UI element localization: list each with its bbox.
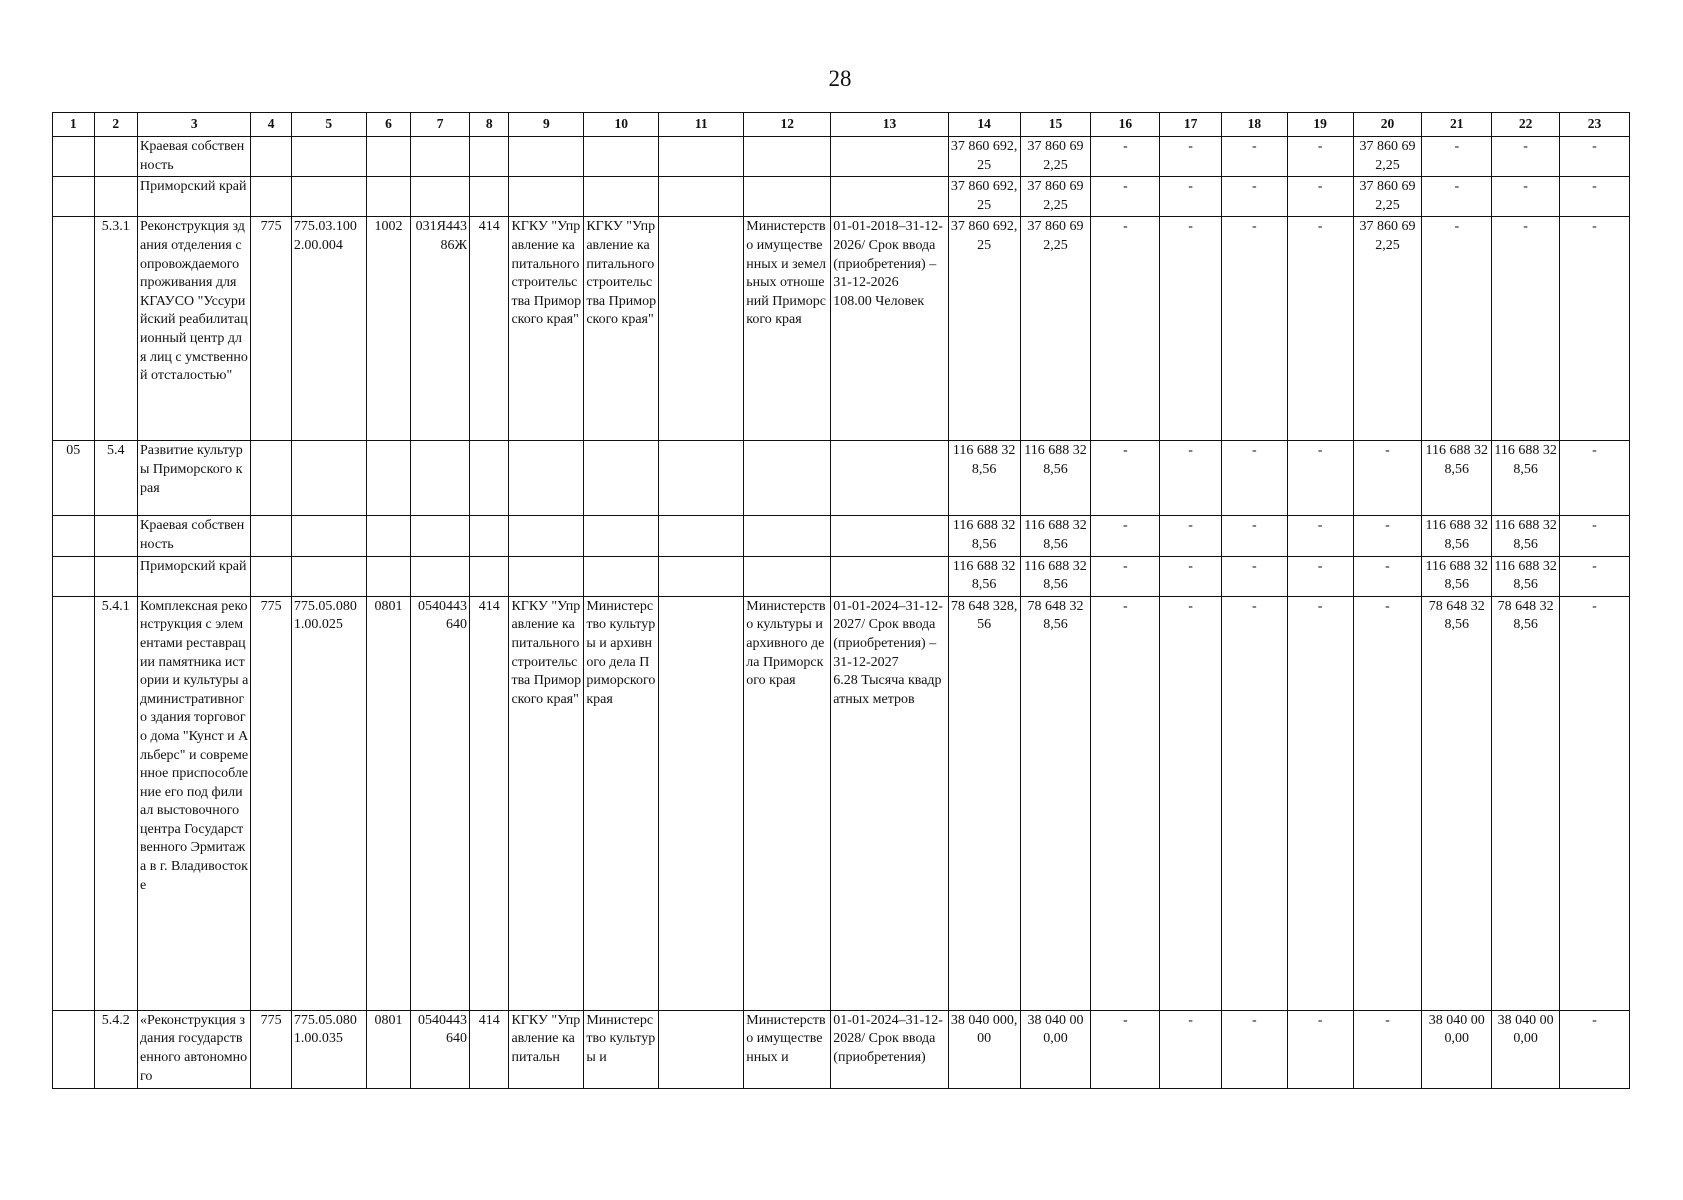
table-cell xyxy=(251,441,291,516)
col-header: 16 xyxy=(1091,113,1160,137)
table-cell xyxy=(509,177,584,217)
table-cell: КГКУ "Управление капитального строительства Приморского края" xyxy=(509,596,584,1010)
table-cell: 116 688 328,56 xyxy=(1492,441,1560,516)
table-cell: 78 648 328,56 xyxy=(1020,596,1091,1010)
table-cell: 116 688 328,56 xyxy=(1492,516,1560,556)
table-cell xyxy=(469,177,508,217)
table-cell: - xyxy=(1160,516,1222,556)
table-cell: - xyxy=(1422,137,1492,177)
table-cell: 5.3.1 xyxy=(94,217,138,441)
table-cell xyxy=(53,556,95,596)
table-cell xyxy=(53,1010,95,1088)
table-cell xyxy=(659,441,744,516)
table-cell: - xyxy=(1221,217,1287,441)
table-cell xyxy=(469,137,508,177)
table-cell: - xyxy=(1091,596,1160,1010)
table-cell: 1002 xyxy=(366,217,411,441)
col-header: 15 xyxy=(1020,113,1091,137)
table-cell xyxy=(744,516,831,556)
table-cell: 775.05.0801.00.035 xyxy=(291,1010,366,1088)
table-cell xyxy=(53,516,95,556)
table-cell xyxy=(584,516,659,556)
table-cell xyxy=(411,441,470,516)
table-cell: Министерство культуры и архивного дела Приморского края xyxy=(744,596,831,1010)
table-cell xyxy=(94,177,138,217)
table-cell xyxy=(584,441,659,516)
col-header: 9 xyxy=(509,113,584,137)
table-cell: 775 xyxy=(251,217,291,441)
table-cell: 775 xyxy=(251,596,291,1010)
col-header: 3 xyxy=(138,113,251,137)
table-cell: 414 xyxy=(469,217,508,441)
table-cell: 01-01-2024–31-12-2028/ Срок ввода (приобретения) xyxy=(831,1010,948,1088)
table-cell xyxy=(659,516,744,556)
table-cell: 0801 xyxy=(366,1010,411,1088)
table-cell: - xyxy=(1287,516,1353,556)
table-cell: - xyxy=(1492,137,1560,177)
table-cell: 116 688 328,56 xyxy=(1422,516,1492,556)
table-cell xyxy=(251,137,291,177)
table-cell: 01-01-2018–31-12-2026/ Срок ввода (приобретения) – 31-12-2026 108.00 Человек xyxy=(831,217,948,441)
col-header: 11 xyxy=(659,113,744,137)
table-cell: - xyxy=(1160,441,1222,516)
table-cell xyxy=(291,556,366,596)
table-row xyxy=(53,1010,1630,1088)
table-cell: 5.4 xyxy=(94,441,138,516)
table-cell xyxy=(659,556,744,596)
table-cell: 38 040 000,00 xyxy=(1020,1010,1091,1088)
col-header: 6 xyxy=(366,113,411,137)
table-cell xyxy=(411,177,470,217)
table-cell xyxy=(411,137,470,177)
table-cell: - xyxy=(1221,516,1287,556)
table-cell xyxy=(411,516,470,556)
table-cell: 78 648 328,56 xyxy=(1492,596,1560,1010)
table-cell: 78 648 328,56 xyxy=(948,596,1020,1010)
table-cell xyxy=(94,556,138,596)
table-cell: 37 860 692,25 xyxy=(1353,177,1422,217)
table-cell: 37 860 692,25 xyxy=(948,177,1020,217)
table-cell: 37 860 692,25 xyxy=(1020,137,1091,177)
col-header: 10 xyxy=(584,113,659,137)
table-cell: Краевая собственность xyxy=(138,137,251,177)
table-cell: 775 xyxy=(251,1010,291,1088)
table-cell: - xyxy=(1287,177,1353,217)
table-cell: - xyxy=(1091,556,1160,596)
table-cell: 0540443640 xyxy=(411,596,470,1010)
table-cell: - xyxy=(1492,217,1560,441)
page-number: 28 xyxy=(828,66,852,91)
table-cell xyxy=(291,137,366,177)
table-cell xyxy=(744,556,831,596)
table-cell: 38 040 000,00 xyxy=(1422,1010,1492,1088)
table-cell: - xyxy=(1160,556,1222,596)
table-row xyxy=(53,177,1630,217)
table-cell xyxy=(659,217,744,441)
table-cell xyxy=(291,177,366,217)
table-cell xyxy=(53,137,95,177)
table-cell: - xyxy=(1091,217,1160,441)
table-cell: - xyxy=(1091,137,1160,177)
table-cell: - xyxy=(1221,441,1287,516)
table-cell: - xyxy=(1560,1010,1630,1088)
table-cell: Развитие культуры Приморского края xyxy=(138,441,251,516)
table-cell: КГКУ "Управление капитальн xyxy=(509,1010,584,1088)
table-cell: - xyxy=(1091,177,1160,217)
table-cell: Реконструкция здания отделения сопровождаемого проживания для КГАУСО "Уссурийский реабилитационный центр для лиц с умственной отсталостью" xyxy=(138,217,251,441)
table-cell: - xyxy=(1422,177,1492,217)
table-cell: - xyxy=(1221,596,1287,1010)
table-cell: - xyxy=(1160,137,1222,177)
table-cell xyxy=(659,137,744,177)
table-cell: - xyxy=(1560,516,1630,556)
table-cell: - xyxy=(1560,441,1630,516)
table-row xyxy=(53,596,1630,1010)
table-cell xyxy=(584,137,659,177)
table-cell xyxy=(831,137,948,177)
table-cell: - xyxy=(1560,217,1630,441)
table-cell: 0801 xyxy=(366,596,411,1010)
table-cell: Приморский край xyxy=(138,177,251,217)
table-cell: 414 xyxy=(469,1010,508,1088)
table-cell xyxy=(509,556,584,596)
table-cell: 37 860 692,25 xyxy=(1353,217,1422,441)
table-cell: 116 688 328,56 xyxy=(948,441,1020,516)
table-cell: 775.03.1002.00.004 xyxy=(291,217,366,441)
table-row xyxy=(53,217,1630,441)
table-cell xyxy=(831,556,948,596)
table-cell: Краевая собственность xyxy=(138,516,251,556)
table-cell: Приморский край xyxy=(138,556,251,596)
table-cell: 37 860 692,25 xyxy=(948,217,1020,441)
table-cell xyxy=(509,516,584,556)
table-cell: 116 688 328,56 xyxy=(1020,556,1091,596)
table-cell xyxy=(509,441,584,516)
table-cell: - xyxy=(1221,556,1287,596)
table-row xyxy=(53,556,1630,596)
table-cell xyxy=(53,217,95,441)
investment-table xyxy=(52,112,1630,1089)
table-cell: 78 648 328,56 xyxy=(1422,596,1492,1010)
header-row xyxy=(53,113,1630,137)
table-cell: - xyxy=(1091,1010,1160,1088)
table-cell: 38 040 000,00 xyxy=(1492,1010,1560,1088)
table-cell: 116 688 328,56 xyxy=(948,516,1020,556)
table-cell: 414 xyxy=(469,596,508,1010)
table-cell: - xyxy=(1287,1010,1353,1088)
table-cell: - xyxy=(1160,177,1222,217)
table-cell: 5.4.2 xyxy=(94,1010,138,1088)
table-cell xyxy=(291,516,366,556)
table-cell xyxy=(831,516,948,556)
col-header: 5 xyxy=(291,113,366,137)
table-cell xyxy=(291,441,366,516)
table-cell: - xyxy=(1560,137,1630,177)
table-cell: - xyxy=(1160,217,1222,441)
table-cell xyxy=(831,177,948,217)
table-cell: - xyxy=(1492,177,1560,217)
table-cell: 38 040 000,00 xyxy=(948,1010,1020,1088)
table-cell xyxy=(744,177,831,217)
table-cell: 05 xyxy=(53,441,95,516)
table-cell: 031Я44386Ж xyxy=(411,217,470,441)
table-cell: - xyxy=(1353,1010,1422,1088)
table-cell: 116 688 328,56 xyxy=(1020,441,1091,516)
table-cell: 116 688 328,56 xyxy=(1492,556,1560,596)
table-cell xyxy=(469,441,508,516)
table-cell: Министерство культуры и архивного дела Приморского края xyxy=(584,596,659,1010)
table-cell: - xyxy=(1091,441,1160,516)
table-cell: КГКУ "Управление капитального строительства Приморского края" xyxy=(584,217,659,441)
col-header: 20 xyxy=(1353,113,1422,137)
table-cell: - xyxy=(1091,516,1160,556)
table-cell: 116 688 328,56 xyxy=(1422,441,1492,516)
table-cell: - xyxy=(1287,441,1353,516)
col-header: 21 xyxy=(1422,113,1492,137)
table-cell xyxy=(251,177,291,217)
table-cell: - xyxy=(1287,556,1353,596)
col-header: 18 xyxy=(1221,113,1287,137)
col-header: 2 xyxy=(94,113,138,137)
col-header: 13 xyxy=(831,113,948,137)
table-cell xyxy=(659,177,744,217)
table-cell xyxy=(366,177,411,217)
table-cell: 775.05.0801.00.025 xyxy=(291,596,366,1010)
table-cell xyxy=(366,516,411,556)
table-cell: Комплексная реконструкция с элементами реставрации памятника истории и культуры административного здания торгового дома "Кунст и Альберс" и современное приспособление его под филиал выстовочного центра Государственного Эрмитажа в г. Владивостоке xyxy=(138,596,251,1010)
table-cell: - xyxy=(1221,177,1287,217)
table-cell: - xyxy=(1221,137,1287,177)
table-cell xyxy=(366,556,411,596)
table-cell: 37 860 692,25 xyxy=(948,137,1020,177)
table-cell: 37 860 692,25 xyxy=(1020,217,1091,441)
table-cell xyxy=(469,556,508,596)
table-cell: - xyxy=(1560,596,1630,1010)
table-cell: - xyxy=(1560,177,1630,217)
table-cell: - xyxy=(1353,596,1422,1010)
table-cell xyxy=(744,441,831,516)
table-cell: - xyxy=(1287,217,1353,441)
table-cell xyxy=(509,137,584,177)
col-header: 12 xyxy=(744,113,831,137)
table-cell: 5.4.1 xyxy=(94,596,138,1010)
table-row xyxy=(53,441,1630,516)
table-cell: - xyxy=(1422,217,1492,441)
table-cell xyxy=(469,516,508,556)
table-cell xyxy=(53,596,95,1010)
table-cell xyxy=(584,556,659,596)
table-cell xyxy=(744,137,831,177)
col-header: 19 xyxy=(1287,113,1353,137)
table-cell: - xyxy=(1287,137,1353,177)
col-header: 1 xyxy=(53,113,95,137)
table-cell: 116 688 328,56 xyxy=(948,556,1020,596)
table-cell xyxy=(831,441,948,516)
table-cell: 37 860 692,25 xyxy=(1020,177,1091,217)
col-header: 14 xyxy=(948,113,1020,137)
table-cell: 37 860 692,25 xyxy=(1353,137,1422,177)
table-cell xyxy=(366,441,411,516)
table-cell: - xyxy=(1160,1010,1222,1088)
col-header: 23 xyxy=(1560,113,1630,137)
table-cell: «Реконструкция здания государственного автономного xyxy=(138,1010,251,1088)
table-cell: Министерство имущественных и xyxy=(744,1010,831,1088)
table-cell xyxy=(366,137,411,177)
col-header: 17 xyxy=(1160,113,1222,137)
table-cell: - xyxy=(1353,516,1422,556)
table-cell: 116 688 328,56 xyxy=(1422,556,1492,596)
table-cell: - xyxy=(1221,1010,1287,1088)
table-cell xyxy=(659,1010,744,1088)
table-cell: - xyxy=(1287,596,1353,1010)
table-cell xyxy=(94,137,138,177)
table-cell: - xyxy=(1353,441,1422,516)
col-header: 4 xyxy=(251,113,291,137)
table-cell: 0540443640 xyxy=(411,1010,470,1088)
table-cell xyxy=(251,556,291,596)
table-row xyxy=(53,516,1630,556)
table-cell xyxy=(411,556,470,596)
col-header: 22 xyxy=(1492,113,1560,137)
table-cell: КГКУ "Управление капитального строительства Приморского края" xyxy=(509,217,584,441)
table-cell: 01-01-2024–31-12-2027/ Срок ввода (приобретения) – 31-12-2027 6.28 Тысяча квадратных метров xyxy=(831,596,948,1010)
col-header: 7 xyxy=(411,113,470,137)
table-cell: 116 688 328,56 xyxy=(1020,516,1091,556)
table-cell xyxy=(94,516,138,556)
table-row xyxy=(53,137,1630,177)
table-cell xyxy=(584,177,659,217)
table-cell xyxy=(53,177,95,217)
table-cell: Министерство имущественных и земельных отношений Приморского края xyxy=(744,217,831,441)
col-header: 8 xyxy=(469,113,508,137)
table-cell xyxy=(659,596,744,1010)
table-cell xyxy=(251,516,291,556)
table-cell: - xyxy=(1560,556,1630,596)
table-cell: Министерство культуры и xyxy=(584,1010,659,1088)
table-cell: - xyxy=(1160,596,1222,1010)
table-cell: - xyxy=(1353,556,1422,596)
